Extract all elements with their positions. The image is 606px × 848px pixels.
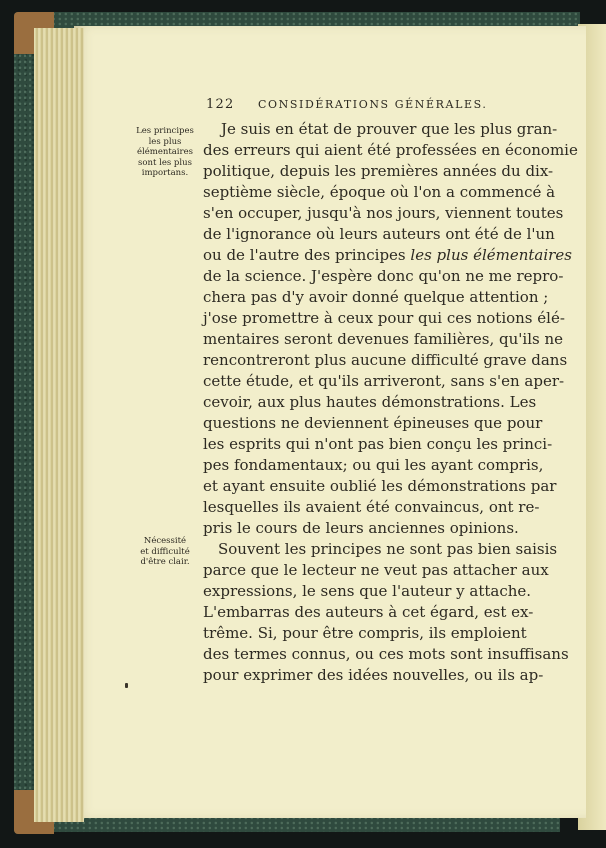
running-header — [198, 97, 510, 117]
text-line: trême. Si, pour être compris, ils emploient — [203, 624, 527, 642]
page-edges — [34, 28, 84, 822]
text-line: j'ose promettre à ceux pour qui ces notions élé- — [203, 309, 565, 327]
margin-note-line: sont les plus — [138, 157, 192, 168]
text-line: L'embarras des auteurs à cet égard, est ex- — [203, 603, 534, 621]
margin-note-line: importans. — [141, 168, 189, 178]
margin-note-principles — [130, 126, 200, 179]
text-line: cette étude, et qu'ils arriveront, sans s'en aper- — [203, 372, 565, 390]
text-line: expressions, le sens que l'auteur y attache. — [203, 582, 532, 600]
text-line: Souvent les principes ne sont pas bien saisis — [218, 540, 558, 558]
text-line: pes fondamentaux; ou qui les ayant compris, — [203, 456, 544, 474]
text-line: des termes connus, ou ces mots sont insuffisans — [203, 645, 569, 663]
text-line: rencontreront plus aucune difficulté grave dans — [203, 351, 568, 369]
margin-note-clarity — [130, 536, 200, 568]
italic-phrase: les plus élémentaires — [410, 246, 572, 264]
text-line: chera pas d'y avoir donné quelque attention ; — [203, 288, 549, 306]
text-line: questions ne deviennent épineuses que pour — [203, 414, 543, 432]
text-line: Je suis en état de prouver que les plus gran- — [221, 120, 558, 138]
text-line — [203, 246, 572, 268]
text-line: politique, depuis les premières années du dix- — [203, 162, 554, 180]
text-line: lesquelles ils avaient été convaincus, ont re- — [203, 498, 540, 516]
cover-board-bottom — [40, 816, 560, 832]
margin-note-line: élémentaires — [136, 147, 193, 157]
margin-note-line: et difficulté — [140, 546, 190, 557]
text-line: de la science. J'espère donc qu'on ne me repro- — [203, 267, 564, 285]
text-line: les esprits qui n'ont pas bien conçu les princi- — [203, 435, 553, 453]
running-title: CONSIDÉRATIONS GÉNÉRALES. — [258, 98, 488, 111]
text-line: s'en occuper, jusqu'à nos jours, viennent toutes — [203, 204, 564, 222]
margin-note-line: d'être clair. — [140, 557, 190, 567]
text-line: mentaires seront devenues familières, qu'ils ne — [203, 330, 564, 348]
text-line: et ayant ensuite oublié les démonstrations par — [203, 477, 557, 495]
text-segment: ou de l'autre des principes — [203, 246, 411, 264]
margin-note-line: Les principes — [136, 126, 194, 136]
margin-note-line: les plus — [148, 136, 182, 147]
text-line: pris le cours de leurs anciennes opinions. — [203, 519, 519, 537]
text-line: parce que le lecteur ne veut pas attacher aux — [203, 561, 549, 579]
page-number: 122 — [206, 97, 235, 112]
text-line: septième siècle, époque où l'on a commencé à — [203, 183, 556, 201]
margin-note-line: Nécessité — [143, 536, 187, 546]
text-line: de l'ignorance où leurs auteurs ont été de l'un — [203, 225, 555, 243]
text-line: pour exprimer des idées nouvelles, ou ils ap- — [203, 666, 544, 684]
text-line: des erreurs qui aient été professées en économie — [203, 141, 578, 159]
ink-speck — [125, 683, 128, 688]
text-line: cevoir, aux plus hautes démonstrations. Les — [203, 393, 537, 411]
